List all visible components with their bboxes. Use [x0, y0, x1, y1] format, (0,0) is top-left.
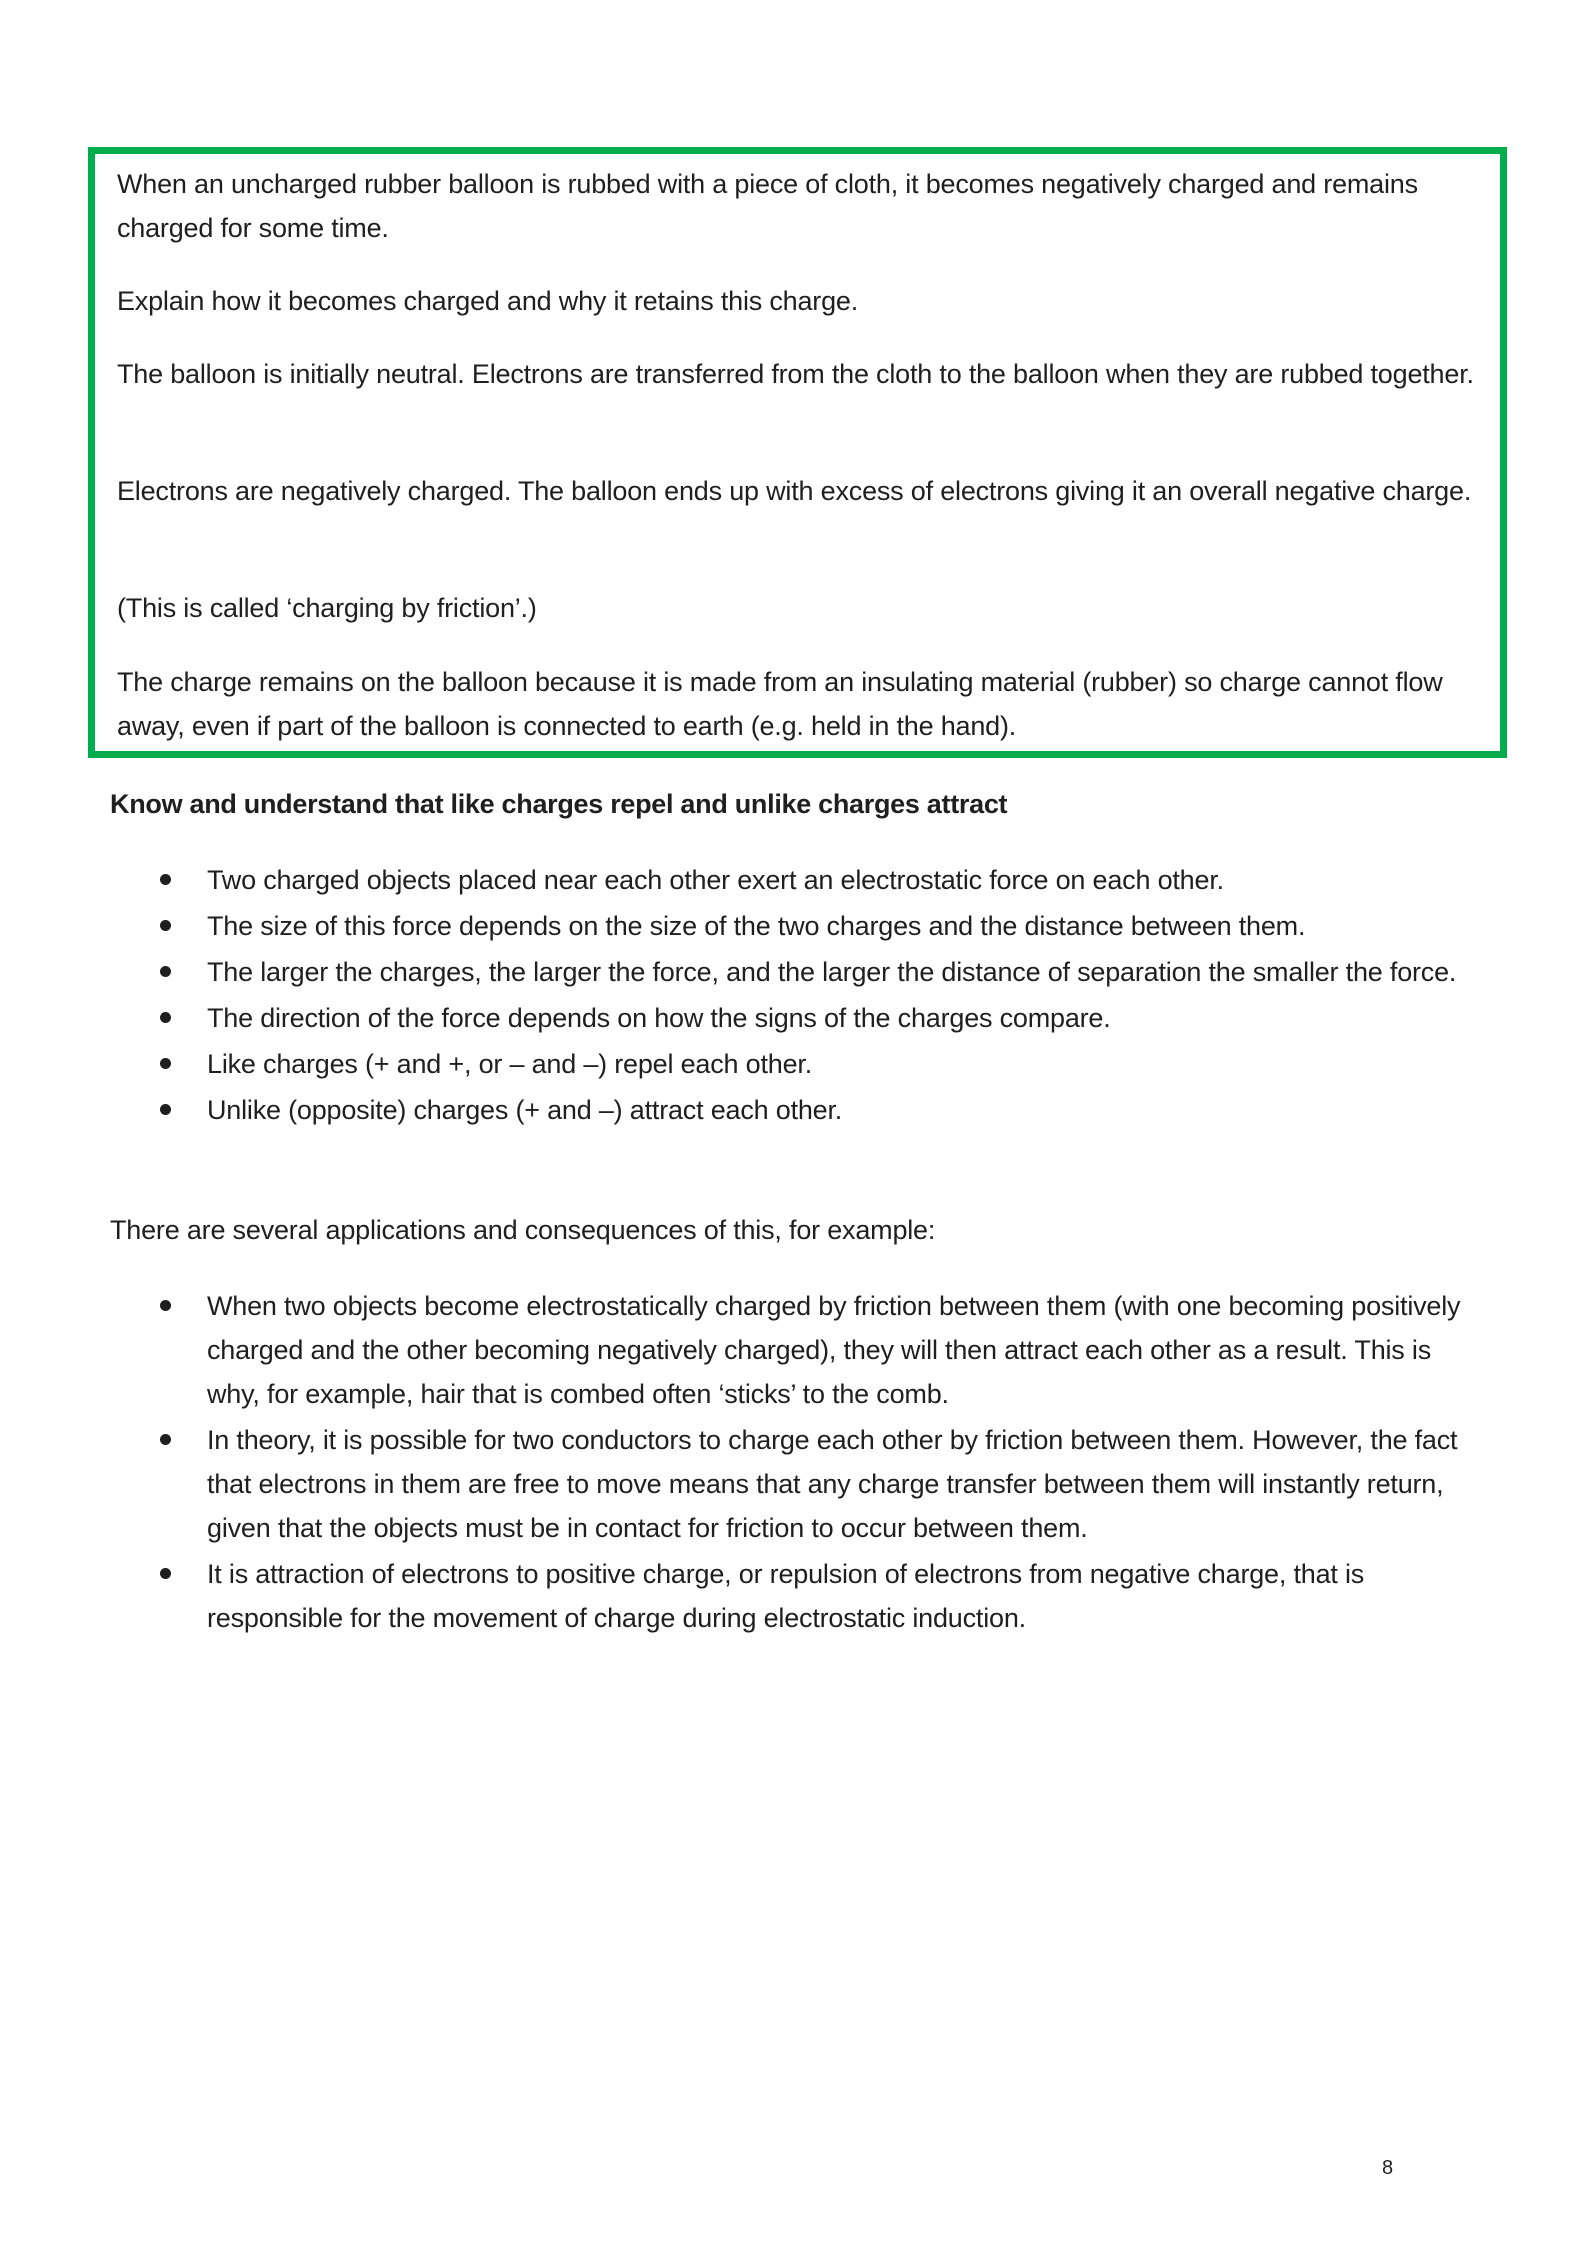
list-item: [110, 950, 1490, 994]
bullet-icon: [160, 1012, 171, 1023]
bullet-icon: [160, 874, 171, 885]
answer-paragraph: The balloon is initially neutral. Electrons are transferred from the cloth to the balloon when they are rubbed together.: [117, 359, 1474, 389]
list-item-text: Like charges (+ and +, or – and –) repel each other.: [207, 1049, 812, 1079]
list-item-text: Unlike (opposite) charges (+ and –) attract each other.: [207, 1095, 843, 1125]
bullet-icon: [160, 920, 171, 931]
list-item: [110, 904, 1490, 948]
list-item: [110, 996, 1490, 1040]
list-item-text: The larger the charges, the larger the force, and the larger the distance of separation the smaller the force.: [207, 957, 1457, 987]
answer-paragraph: The charge remains on the balloon because it is made from an insulating material (rubber) so charge cannot flow away, even if part of the balloon is connected to earth (e.g. held in the hand).: [117, 667, 1443, 741]
bullet-icon: [160, 1434, 171, 1445]
answer-note: (This is called ‘charging by friction’.): [117, 593, 537, 623]
list-item: [110, 1088, 1490, 1132]
list-item-text: The size of this force depends on the size of the two charges and the distance between them.: [207, 911, 1306, 941]
applications-bullet-list: [110, 1284, 1490, 1642]
list-item: [110, 1284, 1490, 1416]
question-prompt: Explain how it becomes charged and why it retains this charge.: [117, 286, 859, 316]
bullet-icon: [160, 1104, 171, 1115]
bullet-icon: [160, 966, 171, 977]
list-item-text: It is attraction of electrons to positive charge, or repulsion of electrons from negative charge, that is responsible for the movement of charge during electrostatic induction.: [207, 1559, 1365, 1633]
section-heading: Know and understand that like charges repel and unlike charges attract: [110, 789, 1008, 819]
applications-intro: There are several applications and consequences of this, for example:: [110, 1215, 936, 1245]
list-item-text: In theory, it is possible for two conductors to charge each other by friction between them. However, the fact that electrons in them are free to move means that any charge transfer between them will instantly return, given that the objects must be in contact for friction to occur between them.: [207, 1425, 1458, 1543]
worked-example-box: [88, 147, 1507, 758]
answer-paragraph: Electrons are negatively charged. The balloon ends up with excess of electrons giving it an overall negative charge.: [117, 476, 1472, 506]
list-item: [110, 1552, 1490, 1640]
charges-bullet-list: [110, 858, 1490, 1134]
page-number: 8: [1382, 2157, 1394, 2179]
question-text: When an uncharged rubber balloon is rubbed with a piece of cloth, it becomes negatively charged and remains charged for some time.: [117, 169, 1418, 243]
bullet-icon: [160, 1300, 171, 1311]
bullet-icon: [160, 1568, 171, 1579]
list-item-text: When two objects become electrostatically charged by friction between them (with one becoming positively charged and the other becoming negatively charged), they will then attract each other as a result. This is why, for example, hair that is combed often ‘sticks’ to the comb.: [207, 1291, 1461, 1409]
list-item-text: The direction of the force depends on how the signs of the charges compare.: [207, 1003, 1111, 1033]
list-item-text: Two charged objects placed near each other exert an electrostatic force on each other.: [207, 865, 1224, 895]
list-item: [110, 858, 1490, 902]
bullet-icon: [160, 1058, 171, 1069]
list-item: [110, 1042, 1490, 1086]
list-item: [110, 1418, 1490, 1550]
